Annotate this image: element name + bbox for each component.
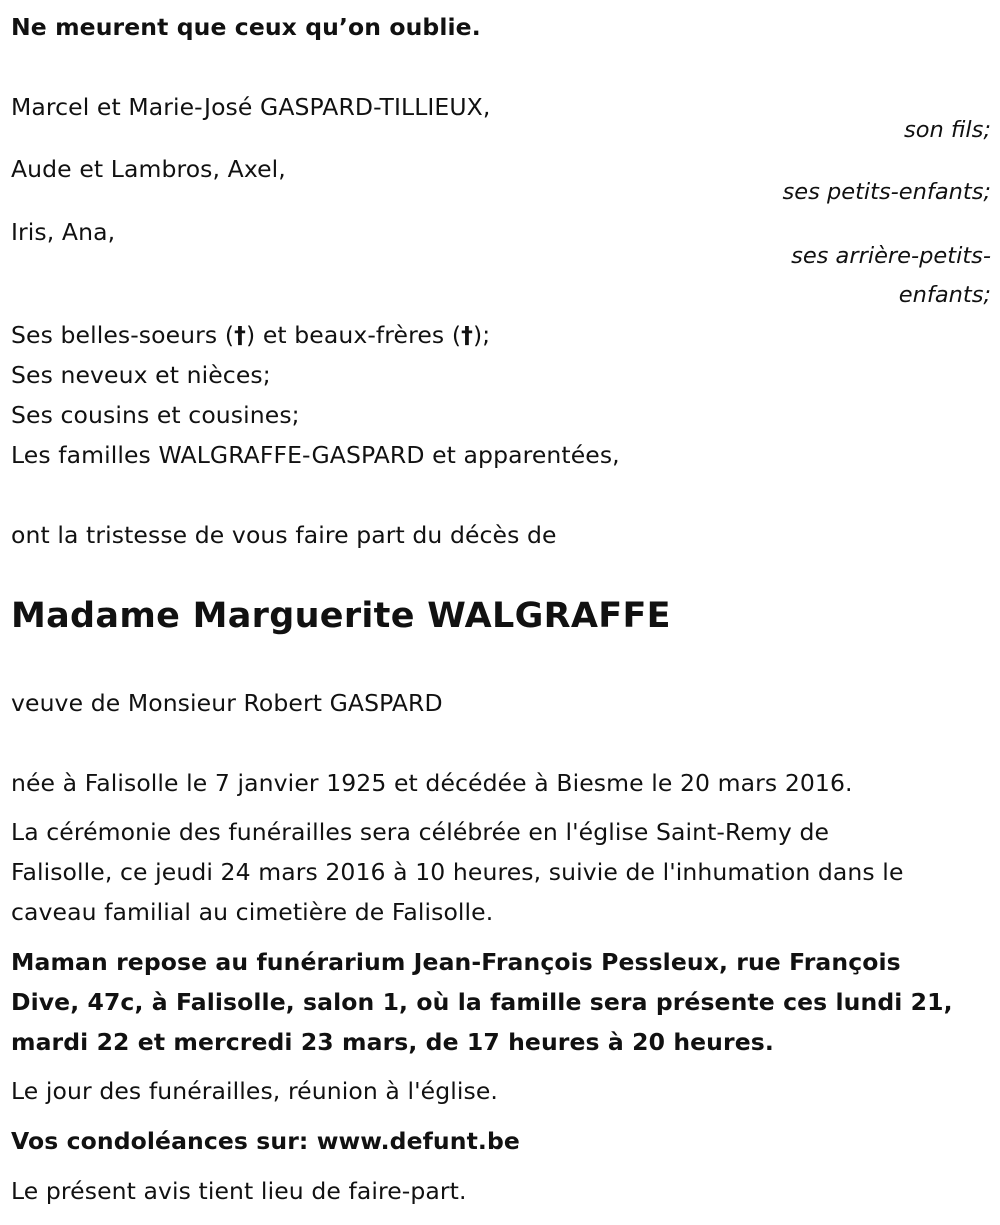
condolences-line: Vos condoléances sur: www.defunt.be [11, 1127, 520, 1155]
great-grandchildren-label-line1: ses arrière-petits- [791, 243, 991, 269]
cross-icon: † [461, 321, 473, 349]
families-line: Les familles WALGRAFFE-GASPARD et apparentées, [11, 441, 620, 469]
inlaws-line [11, 320, 490, 350]
notice-line: Le présent avis tient lieu de faire-part. [11, 1177, 467, 1205]
widow-of: veuve de Monsieur Robert GASPARD [11, 689, 443, 717]
son-label: son fils; [904, 117, 991, 143]
cousins-line: Ses cousins et cousines; [11, 401, 300, 429]
grandchildren-names: Aude et Lambros, Axel, [11, 155, 286, 183]
great-grandchildren-label-line2: enfants; [898, 282, 991, 308]
inlaws-text-2: ) et beaux-frères ( [245, 321, 462, 349]
grandchildren-label: ses petits-enfants; [782, 179, 991, 205]
nephews-line: Ses neveux et nièces; [11, 361, 271, 389]
birth-death: née à Falisolle le 7 janvier 1925 et décédée à Biesme le 20 mars 2016. [11, 769, 853, 797]
inlaws-text-1: Ses belles-soeurs ( [11, 321, 235, 349]
ceremony-line3: caveau familial au cimetière de Falisolle. [11, 898, 494, 926]
funerarium-line3: mardi 22 et mercredi 23 mars, de 17 heures à 20 heures. [11, 1028, 774, 1056]
deceased-name: Madame Marguerite WALGRAFFE [11, 596, 671, 636]
cross-icon: † [234, 321, 246, 349]
epigraph: Ne meurent que ceux qu’on oublie. [11, 13, 481, 41]
ceremony-line2: Falisolle, ce jeudi 24 mars 2016 à 10 heures, suivie de l'inhumation dans le [11, 858, 904, 886]
funerarium-line2: Dive, 47c, à Falisolle, salon 1, où la famille sera présente ces lundi 21, [11, 988, 953, 1016]
funerarium-line1: Maman repose au funérarium Jean-François Pessleux, rue François [11, 948, 901, 976]
son-names: Marcel et Marie-José GASPARD-TILLIEUX, [11, 93, 491, 121]
announcement: ont la tristesse de vous faire part du décès de [11, 521, 557, 549]
meeting-line: Le jour des funérailles, réunion à l'église. [11, 1077, 498, 1105]
inlaws-text-3: ); [472, 321, 491, 349]
great-grandchildren-names: Iris, Ana, [11, 218, 116, 246]
ceremony-line1: La cérémonie des funérailles sera célébrée en l'église Saint-Remy de [11, 818, 830, 846]
